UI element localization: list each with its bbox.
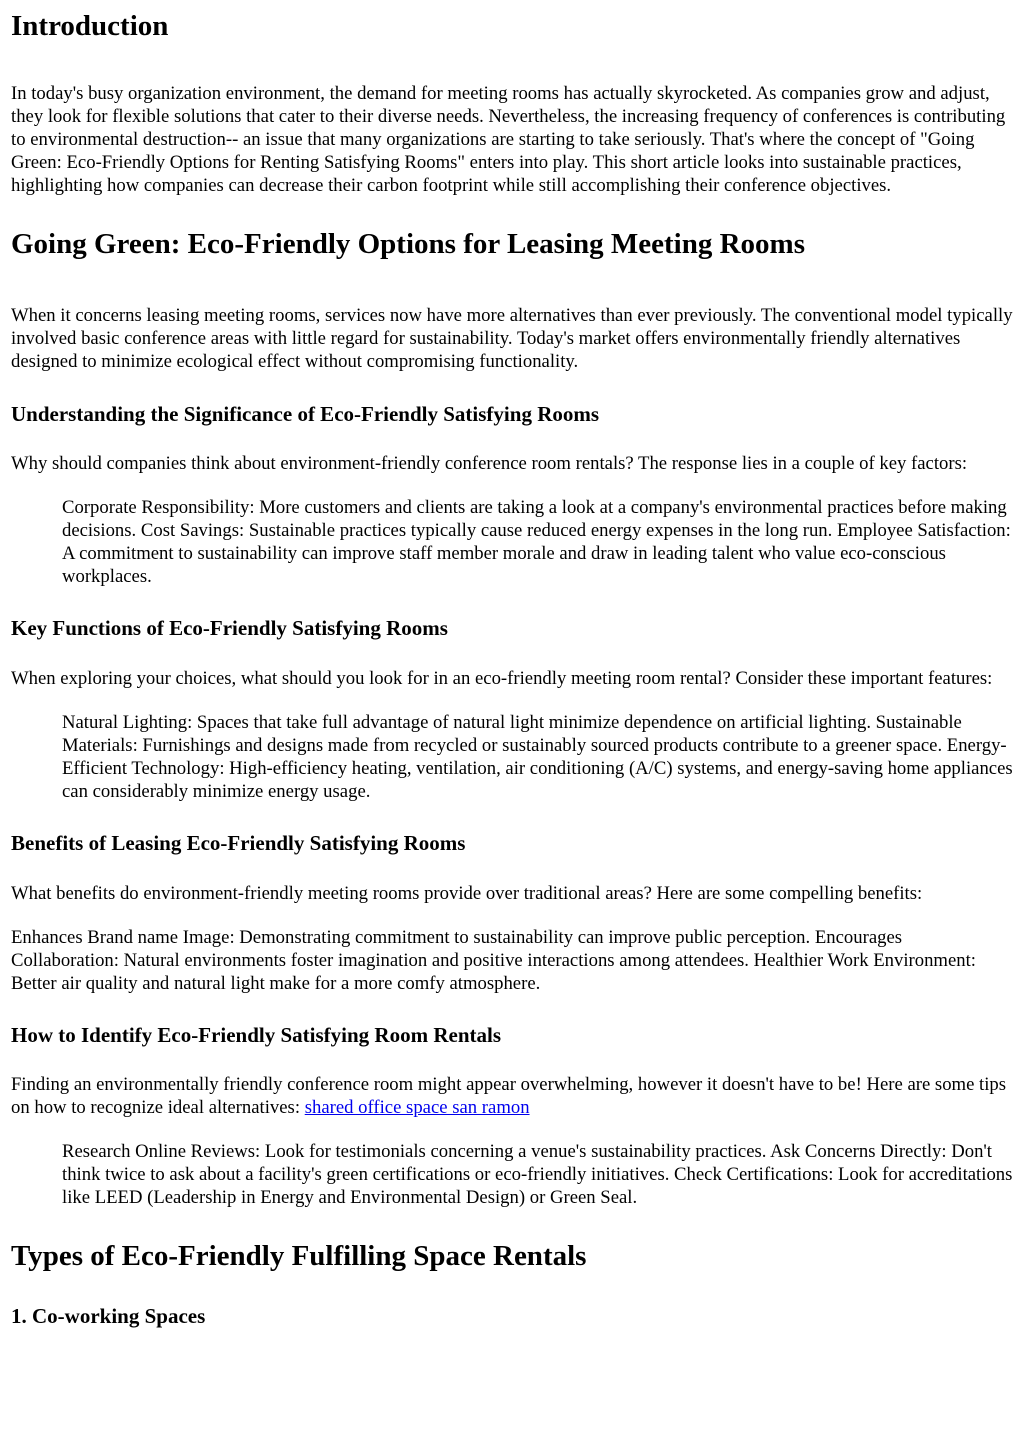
significance-paragraph: Why should companies think about environment-friendly conference room rentals? The response lies in a couple of key factors: — [11, 453, 968, 474]
going-green-heading: Going Green: Eco-Friendly Options for Leasing Meeting Rooms — [11, 228, 805, 260]
shared-office-space-link[interactable]: shared office space san ramon — [304, 1097, 530, 1118]
significance-blockquote: Corporate Responsibility: More customers and clients are taking a look at a company's environmental practices before making decisions. Cost Savings: Sustainable practices typically cause reduced energy expenses in the long run. Employee Satisfaction: A commitment to sustainability can improve staff member morale and draw in leading talent who value eco-conscious workplaces. — [62, 497, 1011, 587]
identify-blockquote: Research Online Reviews: Look for testimonials concerning a venue's sustainability practices. Ask Concerns Directly: Don't think twice to ask about a facility's green certifications or eco-friendly initiatives. Check Certifications: Look for accreditations like LEED (Leadership in Energy and Environmental Design) or Green Seal. — [62, 1141, 1013, 1208]
key-functions-blockquote: Natural Lighting: Spaces that take full advantage of natural light minimize dependence on artificial lighting. Sustainable Materials: Furnishings and designs made from recycled or sustainably sourced products contribute to a greener space. Energy-Efficient Technology: High-efficiency heating, ventilation, air conditioning (A/C) systems, and energy-saving home appliances can considerably minimize energy usage. — [62, 712, 1013, 802]
introduction-heading: Introduction — [11, 10, 169, 42]
identify-paragraph — [11, 1073, 1013, 1119]
benefits-heading: Benefits of Leasing Eco-Friendly Satisfying Rooms — [11, 831, 466, 855]
identify-paragraph-text: Finding an environmentally friendly conference room might appear overwhelming, however it doesn't have to be! Here are some tips on how to recognize ideal alternatives: — [11, 1074, 1007, 1118]
benefits-paragraph: What benefits do environment-friendly meeting rooms provide over traditional areas? Here are some compelling benefits: — [11, 883, 923, 904]
introduction-paragraph: In today's busy organization environment, the demand for meeting rooms has actually skyrocketed. As companies grow and adjust, they look for flexible solutions that cater to their diverse needs. Nevertheless, the increasing frequency of conferences is contributing to environmental destruction-- an issue that many organizations are starting to take seriously. That's where the concept of "Going Green: Eco-Friendly Options for Renting Satisfying Rooms" enters into play. This short article looks into sustainable practices, highlighting how companies can decrease their carbon footprint while still accomplishing their conference objectives. — [11, 83, 1006, 196]
key-functions-paragraph: When exploring your choices, what should you look for in an eco-friendly meeting room rental? Consider these important features: — [11, 668, 993, 689]
coworking-spaces-heading: 1. Co-working Spaces — [11, 1304, 206, 1328]
key-functions-heading: Key Functions of Eco-Friendly Satisfying Rooms — [11, 616, 448, 640]
types-heading: Types of Eco-Friendly Fulfilling Space Rentals — [11, 1240, 587, 1272]
significance-heading: Understanding the Significance of Eco-Friendly Satisfying Rooms — [11, 402, 600, 426]
going-green-paragraph: When it concerns leasing meeting rooms, services now have more alternatives than ever previously. The conventional model typically involved basic conference areas with little regard for sustainability. Today's market offers environmentally friendly alternatives designed to minimize ecological effect without compromising functionality. — [11, 305, 1013, 372]
identify-heading: How to Identify Eco-Friendly Satisfying Room Rentals — [11, 1023, 501, 1047]
benefits-list-paragraph: Enhances Brand name Image: Demonstrating commitment to sustainability can improve public perception. Encourages Collaboration: Natural environments foster imagination and positive interactions among attendees. Healthier Work Environment: Better air quality and natural light make for a more comfy atmosphere. — [11, 927, 976, 994]
